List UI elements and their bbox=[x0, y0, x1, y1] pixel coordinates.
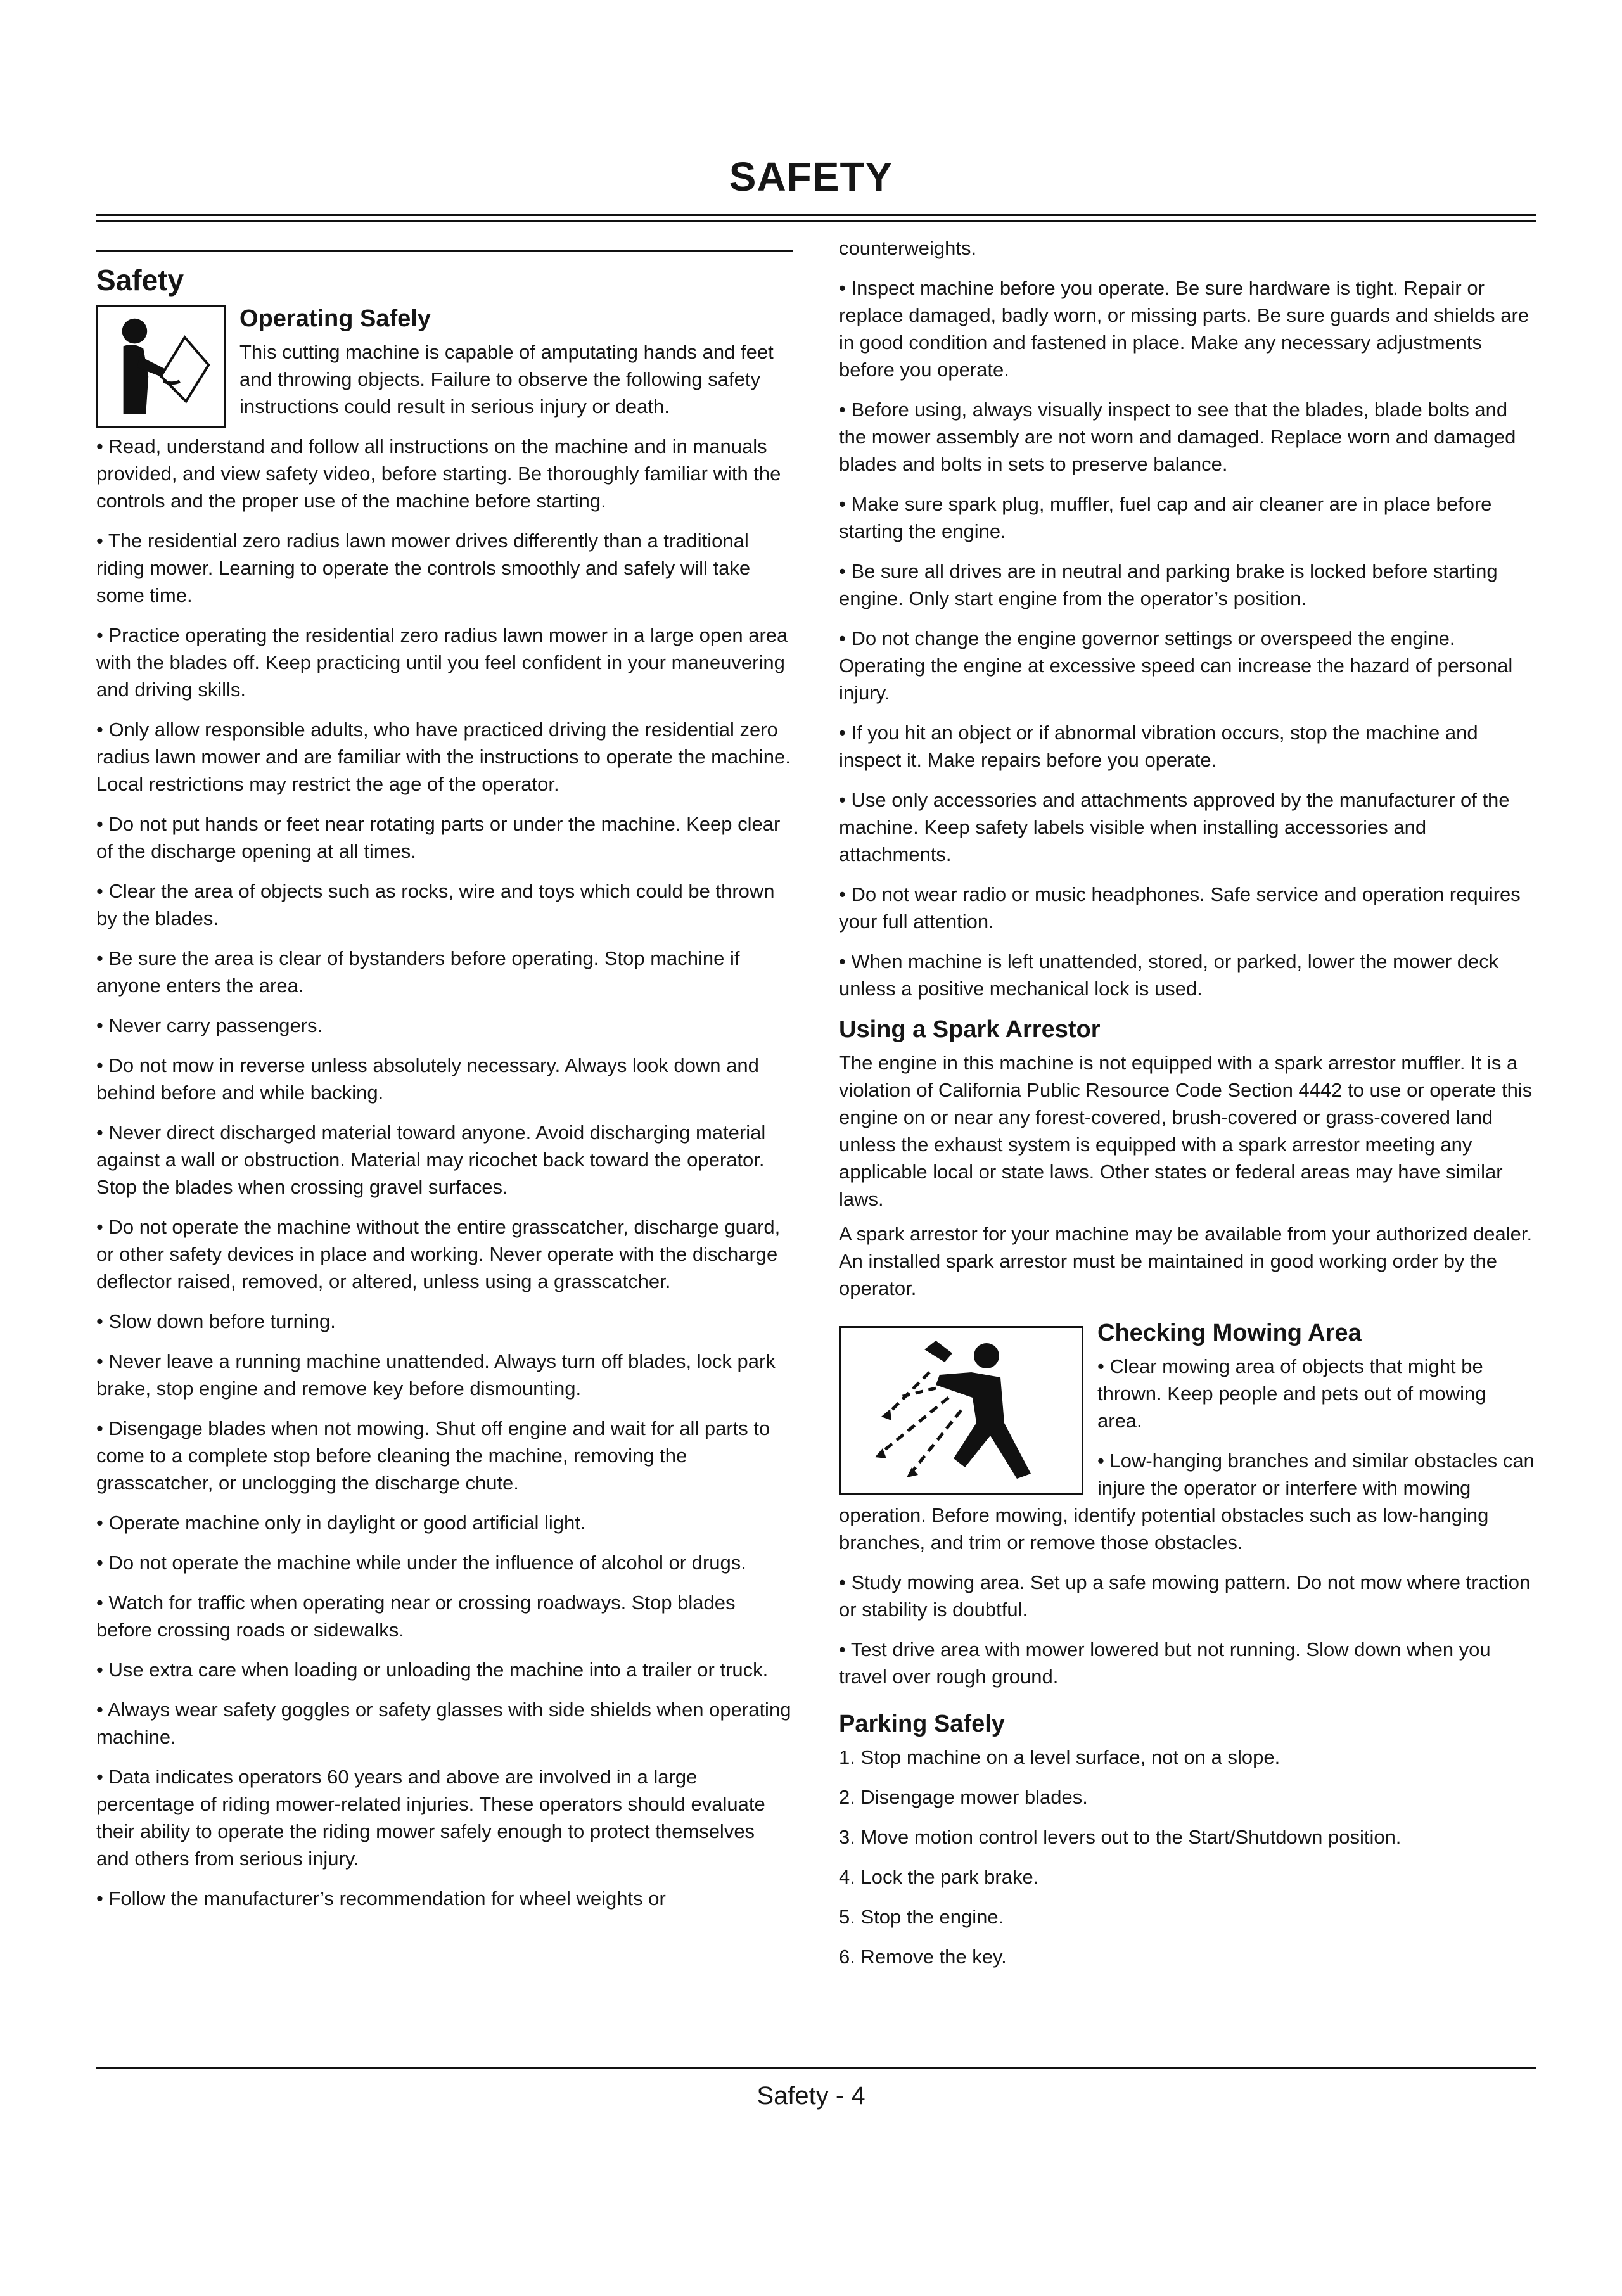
left-bullet: • Be sure the area is clear of bystanders before operating. Stop machine if anyone enters the area. bbox=[96, 947, 740, 997]
left-bullet: • Clear the area of objects such as rocks, wire and toys which could be thrown by the blades. bbox=[96, 880, 775, 929]
left-bullet: • Never carry passengers. bbox=[96, 1014, 323, 1036]
read-manual-icon bbox=[96, 305, 226, 428]
right-bullet: • Do not change the engine governor settings or overspeed the engine. Operating the engine at excessive speed can increase the hazard of personal injury. bbox=[839, 627, 1513, 704]
left-bullet: • Do not mow in reverse unless absolutely necessary. Always look down and behind before and while backing. bbox=[96, 1054, 759, 1104]
left-bullet: • Never leave a running machine unattended. Always turn off blades, lock park brake, stop engine and remove key before dismounting. bbox=[96, 1350, 776, 1400]
spark-paragraph: The engine in this machine is not equipped with a spark arrestor muffler. It is a violation of California Public Resource Code Section 4442 to use or operate this engine on or near any forest-covered, brush-covered or grass-covered land unless the exhaust system is equipped with a spark arrestor meeting any applicable local or state laws. Other states or federal areas may have similar laws. bbox=[839, 1052, 1533, 1210]
mowing-bullet: • Study mowing area. Set up a safe mowing pattern. Do not mow where traction or stability is doubtful. bbox=[839, 1571, 1531, 1621]
parking-safely-title: Parking Safely bbox=[839, 1711, 1005, 1737]
left-bullet: • Operate machine only in daylight or good artificial light. bbox=[96, 1512, 586, 1534]
left-bullet: • Do not operate the machine without the entire grasscatcher, discharge guard, or other safety devices in place and working. Never operate with the discharge deflector raised, removed, or altered, unless using a grasscatcher. bbox=[96, 1216, 781, 1292]
left-bullet: • Never direct discharged material toward anyone. Avoid discharging material against a wall or obstruction. Material may ricochet back toward the operator. Stop the blades when crossing gravel surfaces. bbox=[96, 1121, 766, 1198]
left-bullet: • Read, understand and follow all instructions on the machine and in manuals provided, and view safety video, before starting. Be thoroughly familiar with the controls and the proper use of the machine before starting. bbox=[96, 435, 781, 512]
mowing-bullet: • Test drive area with mower lowered but not running. Slow down when you travel over rough ground. bbox=[839, 1638, 1491, 1688]
right-bullet: • If you hit an object or if abnormal vibration occurs, stop the machine and inspect it. Make repairs before you operate. bbox=[839, 722, 1478, 771]
parking-step: 4. Lock the park brake. bbox=[839, 1866, 1039, 1888]
spark-arrestor-title: Using a Spark Arrestor bbox=[839, 1016, 1101, 1043]
right-bullet: • Make sure spark plug, muffler, fuel cap and air cleaner are in place before starting the engine. bbox=[839, 493, 1492, 542]
operating-intro: This cutting machine is capable of amputating hands and feet and throwing objects. Failure to observe the following safety instructions could result in serious injury or death. bbox=[239, 341, 774, 418]
parking-step: 3. Move motion control levers out to the Start/Shutdown position. bbox=[839, 1826, 1402, 1848]
left-bullet: • Use extra care when loading or unloading the machine into a trailer or truck. bbox=[96, 1659, 769, 1681]
page-number: Safety - 4 bbox=[757, 2082, 865, 2110]
right-bullet: • Use only accessories and attachments approved by the manufacturer of the machine. Keep safety labels visible when installing accessories and attachments. bbox=[839, 789, 1510, 865]
checking-mowing-area-title: Checking Mowing Area bbox=[1097, 1320, 1362, 1346]
left-bullet: • Do not put hands or feet near rotating parts or under the machine. Keep clear of the discharge opening at all times. bbox=[96, 813, 781, 862]
right-bullet: • Be sure all drives are in neutral and parking brake is locked before starting engine. Only start engine from the operator’s position. bbox=[839, 560, 1498, 609]
left-bullet: • Do not operate the machine while under the influence of alcohol or drugs. bbox=[96, 1552, 746, 1574]
left-bullet: • Watch for traffic when operating near or crossing roadways. Stop blades before crossing roads or sidewalks. bbox=[96, 1591, 736, 1641]
parking-steps-list bbox=[839, 1744, 1535, 1970]
thrown-objects-hazard-icon bbox=[839, 1326, 1083, 1495]
right-bullet: • Inspect machine before you operate. Be sure hardware is tight. Repair or replace damaged, badly worn, or missing parts. Be sure guards and shields are in good condition and fastened in place. Make any necessary adjustments before you operate. bbox=[839, 277, 1529, 381]
right-column bbox=[839, 234, 1535, 1983]
left-bullet: • Disengage blades when not mowing. Shut off engine and wait for all parts to come to a complete stop before cleaning the machine, removing the grasscatcher, or unclogging the discharge chute. bbox=[96, 1417, 770, 1494]
left-bullet: • Only allow responsible adults, who have practiced driving the residential zero radius lawn mower and are familiar with the instructions to operate the machine. Local restrictions may restrict the age of the operator. bbox=[96, 718, 791, 795]
left-bullet: • Always wear safety goggles or safety glasses with side shields when operating machine. bbox=[96, 1699, 791, 1748]
left-bullet: • The residential zero radius lawn mower drives differently than a traditional riding mower. Learning to operate the controls smoothly and safely will take some time. bbox=[96, 530, 751, 606]
parking-step: 5. Stop the engine. bbox=[839, 1906, 1004, 1928]
footer-rule bbox=[96, 2067, 1536, 2069]
header-double-rule bbox=[96, 214, 1536, 222]
page-title: SAFETY bbox=[729, 154, 893, 200]
mowing-bullet: • Low-hanging branches and similar obstacles can injure the operator or interfere with mowing operation. Before mowing, identify potential obstacles such as low-hanging branches, and trim or remove those obstacles. bbox=[839, 1450, 1535, 1553]
operating-safely-title: Operating Safely bbox=[239, 305, 431, 332]
parking-step: 1. Stop machine on a level surface, not on a slope. bbox=[839, 1746, 1280, 1768]
mowing-bullet: • Clear mowing area of objects that might be thrown. Keep people and pets out of mowing area. bbox=[1097, 1355, 1486, 1432]
left-column bbox=[96, 262, 792, 1925]
section-title: Safety bbox=[96, 264, 184, 297]
left-bullet: • Slow down before turning. bbox=[96, 1310, 336, 1332]
section-rule bbox=[96, 250, 793, 252]
left-bullet: • Data indicates operators 60 years and above are involved in a large percentage of riding mower-related injuries. These operators should evaluate their ability to operate the riding mower safely enough to protect themselves and others from serious injury. bbox=[96, 1766, 765, 1870]
parking-step: 2. Disengage mower blades. bbox=[839, 1786, 1088, 1808]
left-bullet: • Practice operating the residential zero radius lawn mower in a large open area with the blades off. Keep practicing until you feel confident in your maneuvering and driving skills. bbox=[96, 624, 788, 701]
right-bullet: • Before using, always visually inspect to see that the blades, blade bolts and the mower assembly are not worn and damaged. Replace worn and damaged blades and bolts in sets to preserve balance. bbox=[839, 399, 1516, 475]
right-bullet: • Do not wear radio or music headphones. Safe service and operation requires your full attention. bbox=[839, 883, 1521, 933]
right-bullet: • When machine is left unattended, stored, or parked, lower the mower deck unless a positive mechanical lock is used. bbox=[839, 950, 1499, 1000]
continued-text: counterweights. bbox=[839, 237, 977, 259]
spark-paragraph: A spark arrestor for your machine may be available from your authorized dealer. An installed spark arrestor must be maintained in good working order by the operator. bbox=[839, 1223, 1533, 1299]
left-bullet: • Follow the manufacturer’s recommendation for wheel weights or bbox=[96, 1887, 666, 1910]
parking-step: 6. Remove the key. bbox=[839, 1946, 1007, 1968]
